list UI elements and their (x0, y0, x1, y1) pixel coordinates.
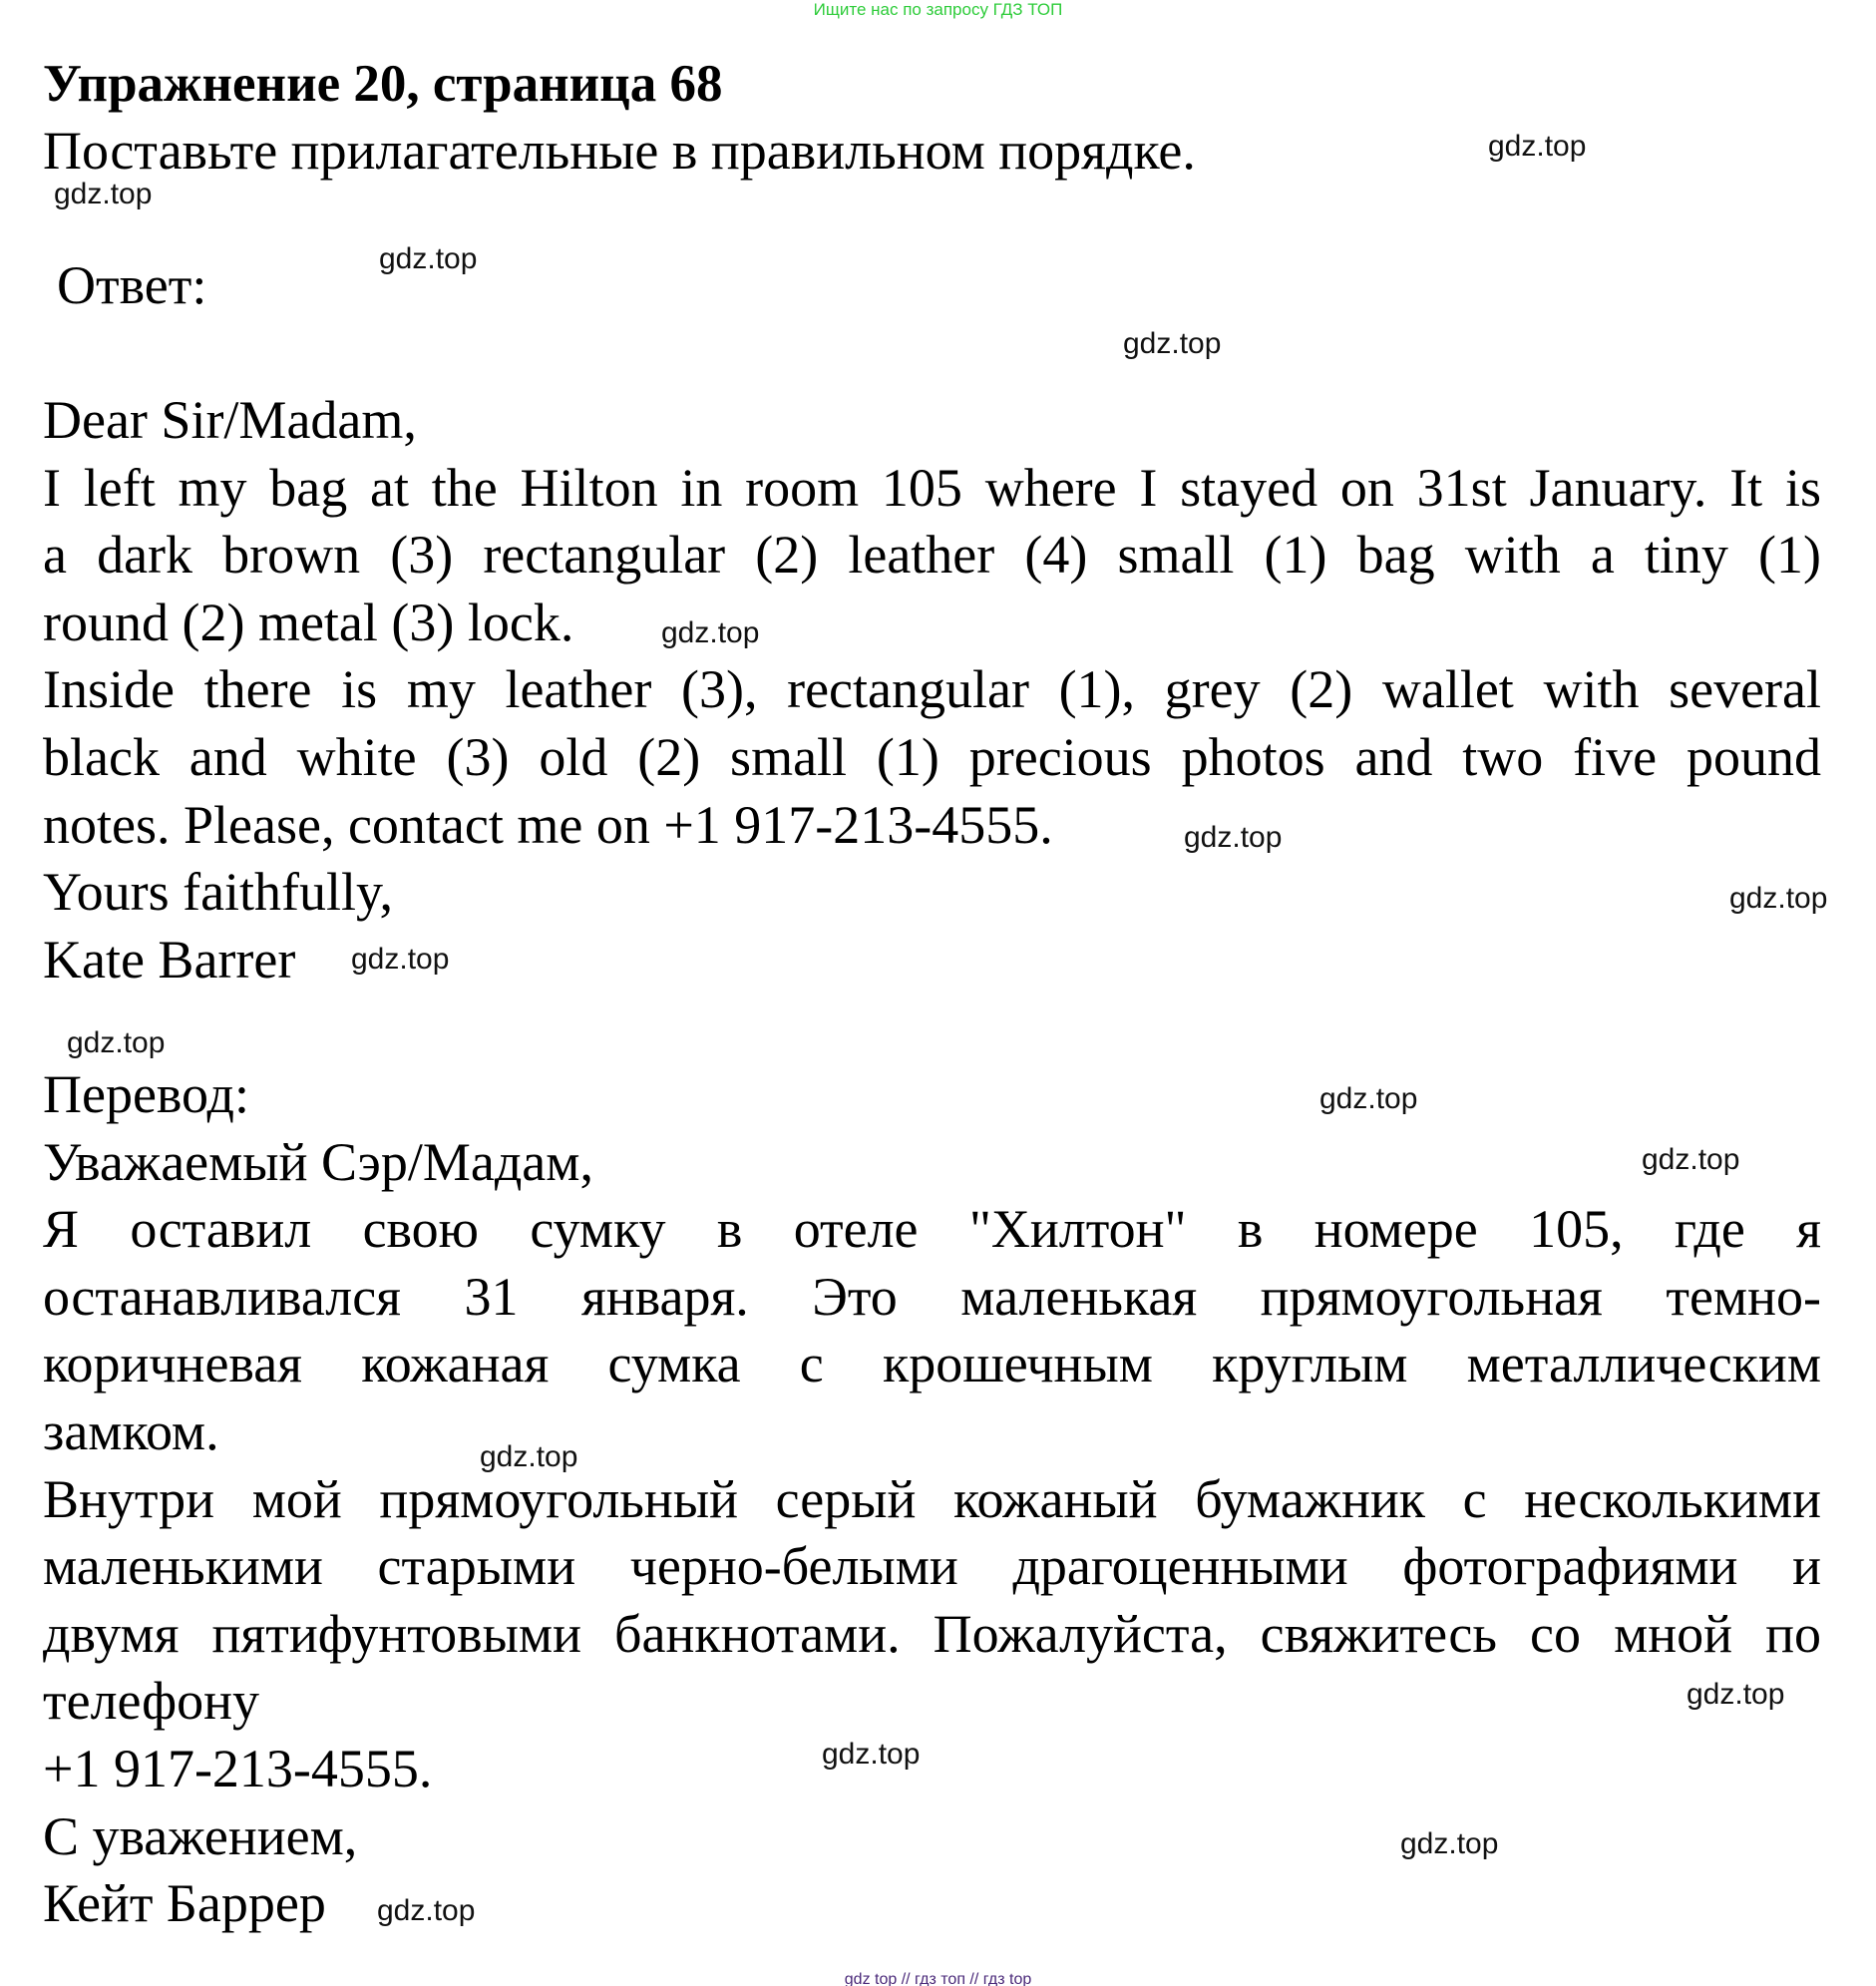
text-line: a dark brown (3) rectangular (2) leather (4) small (1) bag with a tiny (1) (43, 525, 1821, 586)
page-title: Упражнение 20, страница 68 (43, 55, 723, 113)
english-letter (43, 387, 1821, 993)
watermark: gdz.top (377, 1894, 476, 1927)
text-line: телефону (43, 1671, 260, 1732)
text-line: Перевод: (43, 1064, 249, 1124)
text-line: Кейт Баррер (43, 1873, 326, 1934)
russian-translation (43, 1061, 1821, 1938)
answer-label: Ответ: (57, 255, 207, 315)
text-line: С уважением, (43, 1805, 358, 1866)
watermark: gdz.top (1642, 1143, 1740, 1176)
watermark: gdz.top (1687, 1678, 1785, 1711)
text-line: Dear Sir/Madam, (43, 390, 417, 450)
watermark: gdz.top (379, 242, 478, 275)
text-line: Inside there is my leather (3), rectangular (1), grey (2) wallet with several (43, 659, 1821, 720)
text-line: Внутри мой прямоугольный серый кожаный бумажник с несколькими (43, 1468, 1821, 1529)
watermark: gdz.top (480, 1440, 578, 1473)
text-line: +1 917-213-4555. (43, 1738, 433, 1798)
text-line: black and white (3) old (2) small (1) precious photos and two five pound (43, 726, 1821, 787)
watermark: gdz.top (1184, 821, 1283, 854)
text-line: останавливался 31 января. Это маленькая прямоугольная темно- (43, 1266, 1821, 1327)
text-line: Я оставил свою сумку в отеле "Хилтон" в номере 105, где я (43, 1199, 1821, 1260)
text-line: коричневая кожаная сумка с крошечным круглым металлическим (43, 1334, 1821, 1394)
text-line: round (2) metal (3) lock. (43, 592, 574, 652)
text-line: Yours faithfully, (43, 862, 394, 923)
footer-note: gdz top // гдз топ // гдз top (844, 1971, 1032, 1986)
watermark: gdz.top (67, 1026, 166, 1059)
text-line: маленькими старыми черно-белыми драгоценными фотографиями и (43, 1536, 1821, 1597)
watermark: gdz.top (1488, 130, 1587, 163)
text-line: notes. Please, contact me on +1 917-213-4555. (43, 794, 1053, 855)
text-line: Kate Barrer (43, 929, 296, 990)
text-line: I left my bag at the Hilton in room 105 where I stayed on 31st January. It is (43, 457, 1821, 518)
header-note: Ищите нас по запросу ГДЗ ТОП (813, 0, 1063, 19)
text-line: Уважаемый Сэр/Мадам, (43, 1131, 593, 1192)
text-line: замком. (43, 1400, 219, 1461)
watermark: gdz.top (1729, 882, 1828, 915)
task-text: Поставьте прилагательные в правильном порядке. (43, 121, 1196, 181)
watermark: gdz.top (351, 943, 450, 976)
watermark: gdz.top (1123, 327, 1222, 360)
watermark: gdz.top (1319, 1082, 1418, 1115)
watermark: gdz.top (661, 616, 760, 649)
text-line: двумя пятифунтовыми банкнотами. Пожалуйста, свяжитесь со мной по (43, 1603, 1821, 1664)
watermark: gdz.top (54, 178, 153, 210)
watermark: gdz.top (822, 1738, 921, 1771)
watermark: gdz.top (1400, 1827, 1499, 1860)
